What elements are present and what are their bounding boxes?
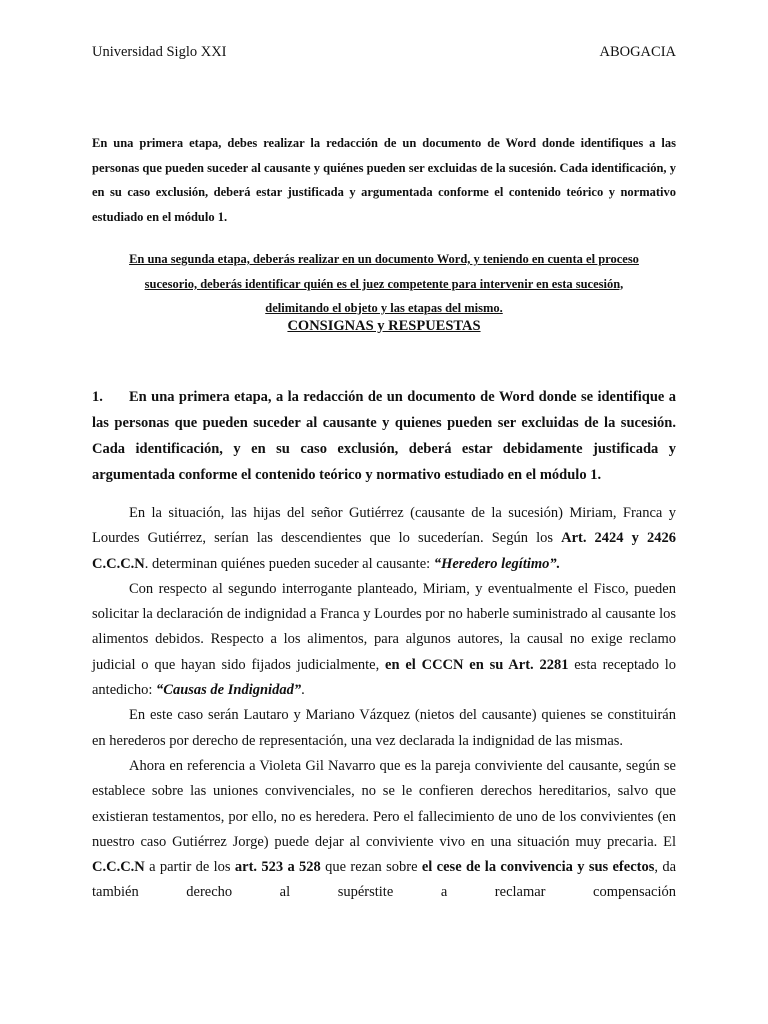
- answer-p4-text-2: a partir de los: [144, 859, 235, 876]
- question-number: 1.: [92, 389, 103, 405]
- answer-p2-article-ref: en el CCCN en su Art. 2281: [385, 656, 569, 673]
- intro-paragraph-2-line-1: En una segunda etapa, deberás realizar en un documento Word, y teniendo en cuenta el proceso: [129, 252, 639, 266]
- answer-paragraph-1: [92, 501, 676, 577]
- answer-p1-text-1: En la situación, las hijas del señor Gutiérrez (causante de la sucesión) Miriam, Franca y Lourdes Gutiérrez, serían las descendientes que lo sucederían. Según los: [92, 505, 676, 547]
- header-institution: Universidad Siglo XXI: [92, 44, 227, 60]
- question-1: [92, 384, 676, 488]
- question-text: En una primera etapa, a la redacción de un documento de Word donde se identifique a las personas que pueden suceder al causante y quienes pueden ser excluidas de la sucesión. Cada identificación, y en su caso exclusión, deberá estar debidamente justificada y argumentada conforme el contenido teórico y normativo estudiado en el módulo 1.: [92, 389, 676, 483]
- answer-p4-text-1: Ahora en referencia a Violeta Gil Navarro que es la pareja conviviente del causante, según se establece sobre las uniones convivenciales, no se le confieren derechos hereditarios, salvo que existieran testamentos, por ello, no es heredera. Pero el fallecimiento de uno de los convivientes (en nuestro caso Gutiérrez Jorge) puede dejar al conviviente vivo en una situación muy precaria. El: [92, 757, 676, 850]
- intro-paragraph-2-line-2: sucesorio, deberás identificar quién es el juez competente para intervenir en esta sucesión,: [144, 276, 624, 291]
- answer-p4-text-4: , da también derecho al supérstite a reclamar compensación: [92, 859, 677, 901]
- answer-p2-quote: “Causas de Indignidad”: [156, 682, 302, 699]
- answer-p4-topic: el cese de la convivencia y sus efectos: [421, 859, 655, 876]
- answer-paragraph-3: En este caso serán Lautaro y Mariano Vázquez (nietos del causante) quienes se constituirán en herederos por derecho de representación, una vez declarada la indignidad de las mismas.: [92, 707, 676, 749]
- answer-p4-code-ref: C.C.C.N: [92, 859, 145, 876]
- page-header: [92, 44, 676, 61]
- intro-paragraph-2: [92, 247, 676, 321]
- answer-p4-article-ref: art. 523 a 528: [234, 859, 321, 876]
- answer-p2-text-1: Con respecto al segundo interrogante planteado, Miriam, y eventualmente el Fisco, pueden solicitar la declaración de indignidad a Franca y Lourdes por no haberle suministrado al causante los alimentos debidos. Respecto a los alimentos, para algunos autores, la causal no exige reclamo judicial o que hayan sido fijados judicialmente,: [92, 580, 676, 673]
- answer-paragraph-4: [92, 754, 676, 906]
- intro-paragraph-1: En una primera etapa, debes realizar la redacción de un documento de Word donde identifiques a las personas que pueden suceder al causante y quiénes pueden ser excluidas de la sucesión. Cada identificación, y en su caso exclusión, deberá estar justificada y argumentada conforme el contenido teórico y normativo estudiado en el módulo 1.: [92, 136, 676, 224]
- answer-p1-quote: “Heredero legítimo”.: [433, 555, 561, 572]
- answer-p2-text-3: .: [301, 682, 305, 699]
- answer-body: [92, 501, 676, 906]
- answer-paragraph-2: [92, 577, 676, 703]
- header-career: ABOGACIA: [599, 44, 676, 60]
- answer-p1-text-2: . determinan quiénes pueden suceder al causante:: [144, 555, 434, 572]
- intro-paragraph-2-line-3: delimitando el objeto y las etapas del mismo.: [265, 301, 503, 315]
- answer-p1-article-ref: Art. 2424 y 2426 C.C.C.N: [92, 530, 676, 572]
- section-title: CONSIGNAS y RESPUESTAS: [287, 318, 481, 334]
- answer-p2-text-2: esta receptado lo antedicho:: [92, 656, 677, 699]
- answer-p4-text-3: que rezan sobre: [320, 859, 422, 876]
